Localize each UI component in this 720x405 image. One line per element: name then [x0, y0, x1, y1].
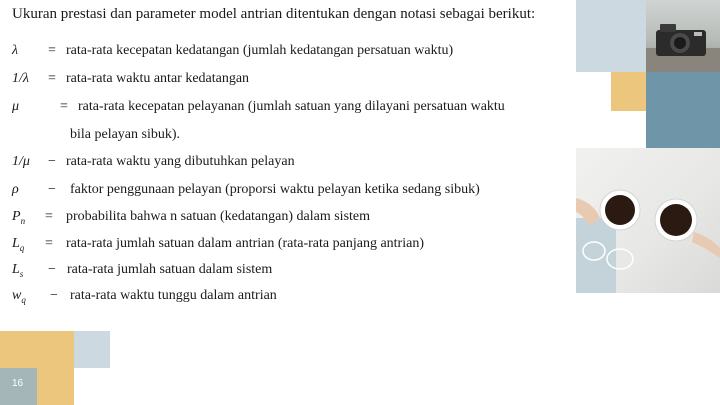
decor-block-light-blue-bottom [74, 331, 110, 368]
definition-text: probabilita bahwa n satuan (kedatangan) dalam sistem [66, 209, 371, 224]
slide-title: Ukuran prestasi dan parameter model antrian ditentukan dengan notasi sebagai berikut: [12, 6, 536, 22]
definition-text: faktor penggunaan pelayan (proporsi waktu pelayan ketika sedang sibuk) [70, 182, 480, 197]
definition-text: bila pelayan sibuk). [70, 127, 181, 142]
symbol: 1/λ [12, 71, 29, 86]
camera-photo [646, 0, 720, 72]
coffee-cups-photo [576, 148, 720, 293]
equals-sign: = [48, 71, 56, 86]
equals-sign: = [45, 209, 53, 224]
equals-sign: = [60, 99, 68, 114]
symbol: $w_q$ [12, 288, 26, 305]
symbol: 1/μ [12, 154, 30, 169]
definition-text: rata-rata waktu antar kedatangan [66, 71, 250, 86]
definition-text: rata-rata waktu yang dibutuhkan pelayan [66, 154, 295, 169]
decor-block-gold [611, 72, 646, 111]
minus-sign: − [48, 154, 56, 169]
definition-text: rata-rata waktu tunggu dalam antrian [70, 288, 277, 303]
page-number: 16 [12, 378, 24, 389]
symbol: $L_s$ [12, 262, 24, 279]
definition-mu-continued [70, 127, 180, 143]
symbol: $L_q$ [12, 236, 25, 253]
symbol: $P_n$ [12, 209, 26, 226]
decor-block-light-blue [576, 0, 646, 72]
definition-text: rata-rata kecepatan kedatangan (jumlah kedatangan persatuan waktu) [66, 43, 454, 58]
minus-sign: − [48, 262, 56, 277]
camera-icon [646, 0, 720, 72]
equals-sign: = [48, 43, 56, 58]
coffee-cups-icon [576, 148, 720, 293]
symbol: λ [12, 43, 19, 58]
equals-sign: = [45, 236, 53, 251]
definition-text: rata-rata jumlah satuan dalam sistem [67, 262, 273, 277]
decor-block-steel [646, 72, 720, 148]
minus-sign: − [50, 288, 58, 303]
symbol: μ [12, 99, 20, 114]
symbol: ρ [12, 182, 19, 197]
minus-sign: − [48, 182, 56, 197]
definition-text: rata-rata jumlah satuan dalam antrian (rata-rata panjang antrian) [66, 236, 424, 251]
definition-text: rata-rata kecepatan pelayanan (jumlah satuan yang dilayani persatuan waktu [78, 99, 505, 114]
